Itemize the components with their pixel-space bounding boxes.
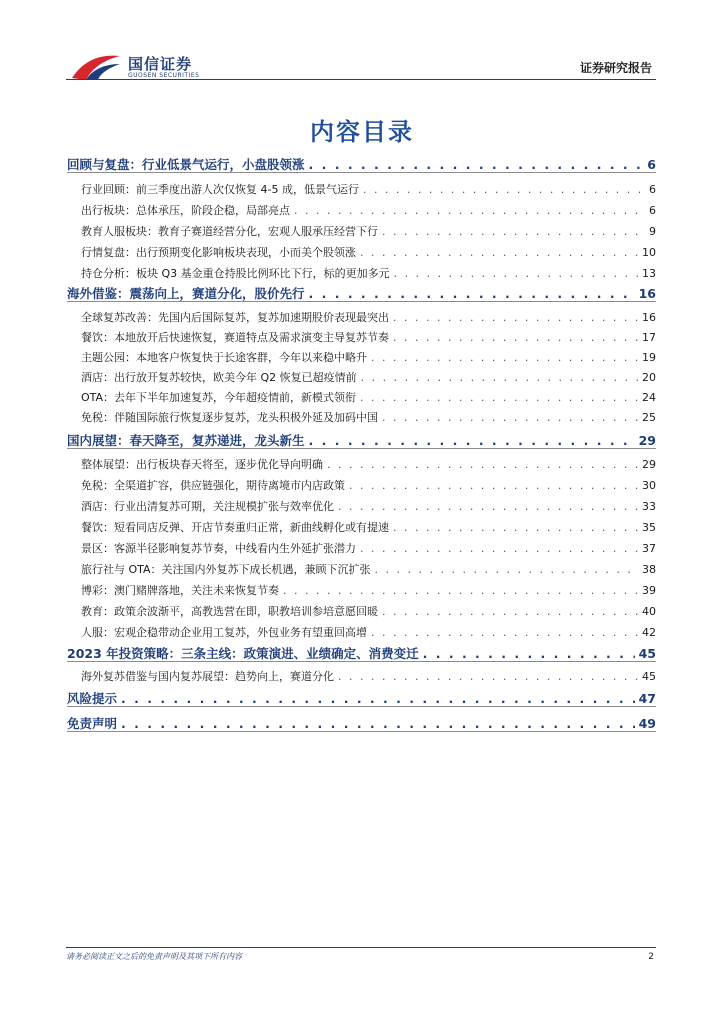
toc-entry-subsection[interactable] bbox=[67, 265, 656, 281]
toc-leader-dots bbox=[283, 584, 638, 597]
toc-leader-dots bbox=[121, 716, 635, 731]
toc-entry-text: 酒店：行业出清复苏可期，关注规模扩张与效率优化 bbox=[81, 500, 334, 513]
toc-leader-dots bbox=[363, 183, 645, 196]
toc-entry-page: 47 bbox=[638, 691, 656, 706]
toc-entry-page: 38 bbox=[642, 563, 656, 576]
logo-chinese-name: 国信证券 bbox=[128, 55, 193, 73]
toc-entry-page: 45 bbox=[638, 646, 656, 661]
toc-entry-page: 29 bbox=[642, 458, 656, 471]
toc-leader-dots bbox=[309, 286, 635, 301]
toc-entry-subsection[interactable] bbox=[67, 477, 656, 493]
toc-entry-text: OTA：去年下半年加速复苏，今年超疫情前，新模式领衔 bbox=[81, 391, 357, 404]
toc-entry-page: 25 bbox=[642, 411, 656, 424]
toc-entry-page: 49 bbox=[638, 716, 656, 731]
toc-entry-page: 42 bbox=[642, 626, 656, 639]
toc-entry-subsection[interactable] bbox=[67, 329, 656, 345]
page-header bbox=[0, 0, 724, 90]
toc-entry-page: 29 bbox=[638, 433, 656, 448]
toc-entry-page: 6 bbox=[649, 183, 656, 196]
toc-entry-text: 人服：宏观企稳带动企业用工复苏，外包业务有望重回高增 bbox=[81, 626, 367, 639]
toc-entry-page: 33 bbox=[642, 500, 656, 513]
header-divider bbox=[66, 79, 656, 80]
toc-entry-page: 19 bbox=[642, 351, 656, 364]
toc-leader-dots bbox=[423, 646, 635, 661]
toc-entry-text: 教育人服板块：教育子赛道经营分化，宏观人服承压经营下行 bbox=[81, 225, 378, 238]
toc-entry-text: 出行板块：总体承压，阶段企稳，局部亮点 bbox=[81, 204, 290, 217]
toc-entry-subsection[interactable] bbox=[67, 519, 656, 535]
toc-section-divider bbox=[67, 301, 656, 302]
toc-entry-subsection[interactable] bbox=[67, 540, 656, 556]
toc-leader-dots bbox=[360, 391, 638, 404]
toc-leader-dots bbox=[338, 500, 638, 513]
toc-entry-text: 海外借鉴：震荡向上，赛道分化，股价先行 bbox=[67, 286, 305, 301]
toc-leader-dots bbox=[121, 691, 635, 706]
toc-leader-dots bbox=[294, 204, 645, 217]
toc-entry-page: 39 bbox=[642, 584, 656, 597]
toc-entry-text: 风险提示 bbox=[67, 691, 118, 706]
toc-entry-text: 餐饮：短看同店反弹、开店节奏重归正常，新曲线孵化或有提速 bbox=[81, 521, 389, 534]
toc-entry-page: 24 bbox=[642, 391, 656, 404]
toc-leader-dots bbox=[309, 157, 644, 172]
toc-leader-dots bbox=[393, 331, 638, 344]
toc-entry-section[interactable] bbox=[67, 644, 656, 662]
guosen-logo bbox=[70, 48, 210, 88]
toc-entry-text: 酒店：出行放开复苏较快，欧美今年 Q2 恢复已超疫情前 bbox=[81, 371, 357, 384]
toc-leader-dots bbox=[371, 351, 638, 364]
toc-leader-dots bbox=[360, 542, 638, 555]
toc-entry-subsection[interactable] bbox=[67, 349, 656, 365]
toc-section-divider bbox=[67, 661, 656, 662]
footer-divider bbox=[66, 947, 656, 948]
toc-entry-page: 16 bbox=[642, 311, 656, 324]
toc-entry-page: 17 bbox=[642, 331, 656, 344]
toc-entry-text: 教育：政策余波渐平，高教选营在即，职教培训参培意愿回暖 bbox=[81, 605, 378, 618]
toc-entry-subsection[interactable] bbox=[67, 498, 656, 514]
toc-entry-subsection[interactable] bbox=[67, 603, 656, 619]
toc-entry-subsection[interactable] bbox=[67, 202, 656, 218]
toc-leader-dots bbox=[327, 458, 638, 471]
toc-entry-subsection[interactable] bbox=[67, 409, 656, 425]
toc-leader-dots bbox=[360, 246, 638, 259]
toc-entry-text: 国内展望：春天降至，复苏递进，龙头新生 bbox=[67, 433, 305, 448]
page-number: 2 bbox=[648, 952, 654, 962]
toc-entry-subsection[interactable] bbox=[67, 309, 656, 325]
toc-entry-subsection[interactable] bbox=[67, 369, 656, 385]
toc-section-divider bbox=[67, 448, 656, 449]
toc-entry-text: 回顾与复盘：行业低景气运行，小盘股领涨 bbox=[67, 157, 305, 172]
report-type-label: 证券研究报告 bbox=[579, 61, 652, 75]
toc-entry-text: 全球复苏改善：先国内后国际复苏，复苏加速期股价表现最突出 bbox=[81, 311, 389, 324]
toc-entry-subsection[interactable] bbox=[67, 624, 656, 640]
logo-english-name: GUOSEN SECURITIES bbox=[128, 72, 200, 79]
toc-entry-text: 博彩：澳门赌牌落地，关注未来恢复节奏 bbox=[81, 584, 279, 597]
toc-entry-text: 景区：客源半径影响复苏节奏，中线看内生外延扩张潜力 bbox=[81, 542, 356, 555]
footer-disclaimer: 请务必阅读正文之后的免责声明及其项下所有内容 bbox=[66, 952, 242, 961]
toc-entry-page: 30 bbox=[642, 479, 656, 492]
toc-entry-text: 旅行社与 OTA：关注国内外复苏下成长机遇，兼顾下沉扩张 bbox=[81, 563, 371, 576]
toc-leader-dots bbox=[382, 605, 638, 618]
toc-entry-page: 37 bbox=[642, 542, 656, 555]
page-title: 内容目录 bbox=[310, 118, 414, 146]
toc-entry-subsection[interactable] bbox=[67, 456, 656, 472]
toc-entry-subsection[interactable] bbox=[67, 561, 656, 577]
toc-leader-dots bbox=[393, 521, 638, 534]
toc-leader-dots bbox=[393, 311, 638, 324]
toc-entry-section[interactable] bbox=[67, 431, 656, 449]
toc-entry-text: 免责声明 bbox=[67, 716, 118, 731]
toc-entry-subsection[interactable] bbox=[67, 181, 656, 197]
toc-entry-page: 45 bbox=[642, 670, 656, 683]
toc-entry-page: 6 bbox=[649, 204, 656, 217]
toc-entry-section[interactable] bbox=[67, 714, 656, 732]
toc-entry-page: 20 bbox=[642, 371, 656, 384]
toc-entry-text: 行业回顾：前三季度出游人次仅恢复 4-5 成，低景气运行 bbox=[81, 183, 359, 196]
toc-entry-subsection[interactable] bbox=[67, 389, 656, 405]
toc-leader-dots bbox=[371, 626, 638, 639]
toc-entry-text: 行情复盘：出行预期变化影响板块表现，小而美个股领涨 bbox=[81, 246, 356, 259]
toc-leader-dots bbox=[375, 563, 638, 576]
toc-entry-text: 免税：伴随国际旅行恢复逐步复苏，龙头积极外延及加码中国 bbox=[81, 411, 378, 424]
toc-entry-section[interactable] bbox=[67, 284, 656, 302]
toc-entry-page: 16 bbox=[638, 286, 656, 301]
toc-entry-page: 9 bbox=[649, 225, 656, 238]
toc-entry-text: 餐饮：本地放开后快速恢复，赛道特点及需求演变主导复苏节奏 bbox=[81, 331, 389, 344]
toc-entry-page: 35 bbox=[642, 521, 656, 534]
toc-entry-page: 10 bbox=[642, 246, 656, 259]
toc-leader-dots bbox=[361, 371, 638, 384]
toc-entry-text: 2023 年投资策略：三条主线：政策演进、业绩确定、消费变迁 bbox=[67, 646, 419, 661]
toc-leader-dots bbox=[394, 267, 638, 280]
toc-entry-subsection[interactable] bbox=[67, 582, 656, 598]
toc-leader-dots bbox=[349, 479, 638, 492]
toc-section-divider bbox=[67, 706, 656, 707]
toc-leader-dots bbox=[382, 225, 645, 238]
toc-leader-dots bbox=[382, 411, 638, 424]
guosen-logo-icon bbox=[70, 52, 122, 82]
toc-entry-text: 持仓分析：板块 Q3 基金重仓持股比例环比下行，标的更加多元 bbox=[81, 267, 390, 280]
toc-section-divider bbox=[67, 731, 656, 732]
toc-entry-subsection[interactable] bbox=[67, 244, 656, 260]
toc-entry-text: 主题公园：本地客户恢复快于长途客群，今年以来稳中略升 bbox=[81, 351, 367, 364]
toc-entry-subsection[interactable] bbox=[67, 668, 656, 684]
toc-entry-section[interactable] bbox=[67, 689, 656, 707]
toc-entry-text: 免税：全渠道扩容，供应链强化，期待离境市内店政策 bbox=[81, 479, 345, 492]
toc-leader-dots bbox=[309, 433, 635, 448]
toc-entry-section[interactable] bbox=[67, 155, 656, 173]
toc-entry-page: 6 bbox=[647, 157, 656, 172]
toc-leader-dots bbox=[338, 670, 638, 683]
toc-entry-text: 整体展望：出行板块春天将至，逐步优化导向明确 bbox=[81, 458, 323, 471]
toc-section-divider bbox=[67, 172, 656, 173]
toc-entry-subsection[interactable] bbox=[67, 223, 656, 239]
toc-entry-page: 13 bbox=[642, 267, 656, 280]
toc-entry-text: 海外复苏借鉴与国内复苏展望：趋势向上，赛道分化 bbox=[81, 670, 334, 683]
toc-entry-page: 40 bbox=[642, 605, 656, 618]
